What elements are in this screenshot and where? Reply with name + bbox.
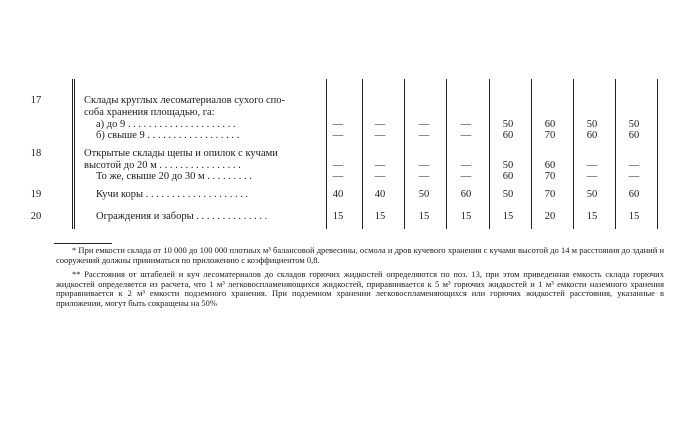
- column-rule: [657, 79, 658, 229]
- row-label: а) до 9 . . . . . . . . . . . . . . . . . . . . .: [96, 119, 236, 130]
- column-rule: [531, 79, 532, 229]
- column-rule: [615, 79, 616, 229]
- table-cell: 60: [460, 189, 472, 200]
- row-label: Кучи коры . . . . . . . . . . . . . . . . . . . .: [96, 189, 249, 200]
- table-cell: —: [332, 130, 344, 141]
- row-label: То же, свыше 20 до 30 м . . . . . . . . .: [96, 171, 252, 182]
- table-cell: 40: [332, 189, 344, 200]
- table-cell: 15: [586, 211, 598, 222]
- table-cell: 50: [586, 119, 598, 130]
- table-cell: 70: [544, 189, 556, 200]
- table-cell: 15: [460, 211, 472, 222]
- column-rule: [404, 79, 405, 229]
- row-label: Ограждения и заборы . . . . . . . . . . . . . .: [96, 211, 268, 222]
- column-rule: [362, 79, 363, 229]
- row-number: 17: [30, 95, 42, 106]
- column-rule: [446, 79, 447, 229]
- table-cell: —: [418, 160, 430, 171]
- table-cell: 15: [374, 211, 386, 222]
- column-rule: [573, 79, 574, 229]
- table-cell: 50: [418, 189, 430, 200]
- row-label: Склады круглых лесоматериалов сухого спо-: [84, 95, 286, 106]
- row-number: 18: [30, 148, 42, 159]
- table-cell: 70: [544, 171, 556, 182]
- table-cell: 50: [628, 119, 640, 130]
- table-cell: 15: [418, 211, 430, 222]
- row-number: 20: [30, 211, 42, 222]
- table-cell: 50: [502, 160, 514, 171]
- table-cell: 15: [628, 211, 640, 222]
- table-cell: —: [460, 119, 472, 130]
- table-cell: 20: [544, 211, 556, 222]
- table-cell: —: [332, 171, 344, 182]
- column-rule: [326, 79, 327, 229]
- row-label: соба хранения площадью, га:: [84, 107, 215, 118]
- table-cell: —: [586, 160, 598, 171]
- footnote-1: * При емкости склада от 10 000 до 100 000 плотных м³ балансовой древесины, осмола и дров кучевого хранения с кучами высотой до 14 м расстояния до зданий и сооружений должны приниматься по приложению с коэффициентом 0,8.: [56, 245, 664, 265]
- table-cell: —: [332, 160, 344, 171]
- table-cell: 15: [332, 211, 344, 222]
- table-cell: —: [586, 171, 598, 182]
- table-cell: —: [418, 171, 430, 182]
- table-cell: —: [374, 130, 386, 141]
- table-cell: —: [418, 119, 430, 130]
- table-cell: 60: [502, 171, 514, 182]
- table-cell: 15: [502, 211, 514, 222]
- table-cell: 60: [544, 160, 556, 171]
- table-cell: 60: [544, 119, 556, 130]
- footnote-divider: [54, 243, 112, 244]
- table-cell: 50: [586, 189, 598, 200]
- row-number: 19: [30, 189, 42, 200]
- table-cell: 60: [502, 130, 514, 141]
- row-label: б) свыше 9 . . . . . . . . . . . . . . . . . .: [96, 130, 240, 141]
- row-label: высотой до 20 м . . . . . . . . . . . . . . . .: [84, 160, 241, 171]
- table-cell: —: [460, 171, 472, 182]
- table-cell: —: [418, 130, 430, 141]
- table-cell: —: [374, 160, 386, 171]
- table-cell: 60: [628, 189, 640, 200]
- table-cell: 40: [374, 189, 386, 200]
- table-cell: 50: [502, 119, 514, 130]
- table-cell: 70: [544, 130, 556, 141]
- table-cell: 50: [502, 189, 514, 200]
- table-cell: 60: [586, 130, 598, 141]
- table-cell: —: [374, 119, 386, 130]
- footnote-2: ** Расстояния от штабелей и куч лесоматериалов до складов горючих жидкостей определяются по поз. 13, при этом приведенная емкость склада горючих жидкостей определяется из расчета, что 1 м³ легковоспламеняющихся жидкостей, приравнивается к 5 м³ горючих жидкостей и 1 м³ емкости наземного хранения приравнивается к 2 м³ емкости подземного хранения. При подземном хранении легковоспламеняющихся или горючих жидкостей расстояния, указанные в приложении, могут быть сокращены на 50%: [56, 269, 664, 308]
- column-rule: [72, 79, 75, 229]
- column-rule: [489, 79, 490, 229]
- table-cell: —: [460, 160, 472, 171]
- table-cell: —: [332, 119, 344, 130]
- table-cell: 60: [628, 130, 640, 141]
- table-cell: —: [374, 171, 386, 182]
- table-cell: —: [628, 160, 640, 171]
- row-label: Открытые склады щепы и опилок с кучами: [84, 148, 278, 159]
- table-cell: —: [460, 130, 472, 141]
- table-cell: —: [628, 171, 640, 182]
